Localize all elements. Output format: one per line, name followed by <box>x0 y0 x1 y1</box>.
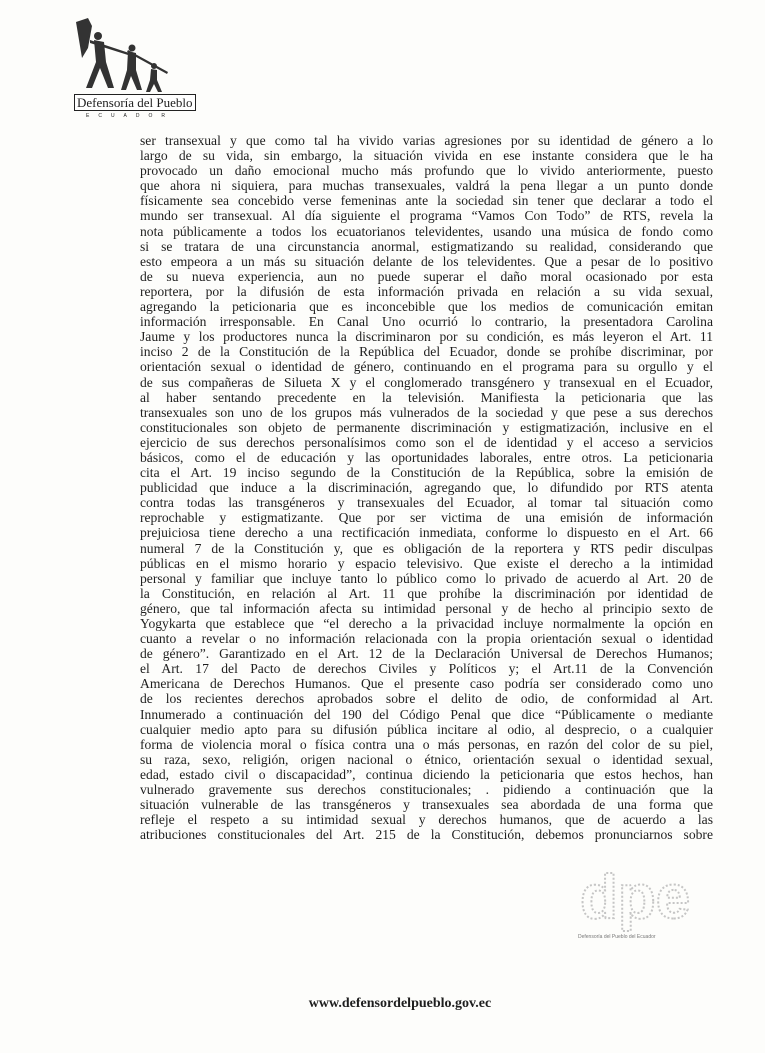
body-line: inciso 2 de la Constitución de la República del Ecuador, donde se prohíbe discriminar, por <box>140 344 713 360</box>
body-line: largo de su vida, sin embargo, la situación vivida en ese instante considera que le ha <box>140 148 713 164</box>
body-line: transexuales son uno de los grupos más vulnerados de la sociedad y que pese a sus derechos <box>140 404 713 420</box>
body-line: atribuciones constitucionales del Art. 215 de la Constitución, debemos pronunciarnos sobre <box>140 827 713 843</box>
body-line: si se tratara de una circunstancia anormal, estigmatizando su realidad, considerando que <box>140 238 713 254</box>
body-line: refleje el respeto a su intimidad sexual y derechos humanos, que de acuerdo a las <box>140 812 713 828</box>
logo-name: Defensoría del Pueblo <box>74 94 196 111</box>
body-line: de sus compañeras de Silueta X y el conglomerado transgénero y transexual en el Ecuador, <box>140 374 713 390</box>
footer-url[interactable]: www.defensordelpueblo.gov.ec <box>308 996 492 1011</box>
body-line: su raza, sexo, religión, origen nacional o étnico, orientación sexual o identidad sexual, <box>140 751 713 767</box>
body-line: numeral 7 de la Constitución y, que es obligación de la reportera y RTS pedir disculpas <box>140 540 713 556</box>
body-line: cuanto a revelar o no información relacionada con la propia orientación sexual o identidad <box>140 631 713 647</box>
body-line: de los recientes derechos aprobados sobre el delito de odio, de conformidad al Art. <box>140 691 713 707</box>
body-line: situación vulnerable de las transgéneros y transexuales sea abordada de una forma que <box>140 797 713 813</box>
stamp-caption: Defensoría del Pueblo del Ecuador <box>578 934 656 940</box>
body-line: físicamente sea concebido verse femeninas ante la sociedad sin tener que declarar a todo el <box>140 193 713 209</box>
body-line: la Constitución, en relación al Art. 11 que prohíbe la discriminación por identidad de <box>140 585 713 601</box>
body-line: ser transexual y que como tal ha vivido varias agresiones por su identidad de género a lo <box>140 133 713 148</box>
body-line: provocado un daño emocional mucho más profundo que lo vivido anteriormente, puesto <box>140 163 713 179</box>
body-line: vulnerado gravemente sus derechos constitucionales; . pidiendo a continuación que la <box>140 782 713 798</box>
dpe-stamp-icon <box>572 856 702 936</box>
body-line: públicas en el mismo horario y espacio televisivo. Que existe el derecho a la intimidad <box>140 555 713 571</box>
body-line: prejuiciosa tiene derecho a una rectificación inmediata, conforme lo dispuesto en el Art. 66 <box>140 525 713 541</box>
body-line: reprochable y estigmatizante. Que por ser victima de una emisión de información <box>140 510 713 526</box>
logo-country: ECUADOR <box>86 113 175 119</box>
body-line: información irresponsable. En Canal Uno ocurrió lo contrario, la presentadora Carolina <box>140 314 713 330</box>
body-line: edad, estado civil o discapacidad”, continua diciendo la peticionaria que estos hechos, han <box>140 766 713 782</box>
body-line: Americana de Derechos Humanos. Que el presente caso podría ser considerado como uno <box>140 676 713 692</box>
body-line: de género”. Garantizado en el Art. 12 de la Declaración Universal de Derechos Humanos; <box>140 646 713 662</box>
body-line: Jaume y los productores nunca la discriminaron por su condición, es más leyeron el Art. 11 <box>140 329 713 345</box>
body-line: nota públicamente a todos los ecuatorianos televidentes, usando una música de fondo como <box>140 223 713 239</box>
figures-icon <box>74 18 174 94</box>
body-line: mundo ser transexual. Al día siguiente el programa “Vamos Con Todo” de RTS, revela la <box>140 208 713 224</box>
body-line: contra todas las transgéneros y transexuales del Ecuador, al tomar tal situación como <box>140 495 713 511</box>
body-line: orientación sexual o identidad de género, continuando en el programa para su orgullo y el <box>140 359 713 375</box>
body-line: agregando la peticionaria que es inconcebible que los medios de comunicación emitan <box>140 299 713 315</box>
body-line: cualquier medio apto para su difusión pública incitare al odio, al desprecio, o a cualquier <box>140 721 713 737</box>
body-line: personal y familiar que incluye tanto lo público como lo privado de acuerdo al Art. 20 de <box>140 570 713 586</box>
body-line: Innumerado a continuación del 190 del Código Penal que dice “Públicamente o mediante <box>140 706 713 722</box>
body-line: el Art. 17 del Pacto de derechos Civiles y Políticos y; el Art.11 de la Convención <box>140 661 713 677</box>
document-body <box>140 133 713 842</box>
body-line: Yogykarta que establece que “el derecho a la privacidad incluye normalmente la opción en <box>140 616 713 631</box>
body-line: forma de violencia moral o física contra una o más personas, en razón del color de su piel, <box>140 736 713 752</box>
body-line: básicos, como el de educación y las oportunidades laborales, entre otros. La peticionaria <box>140 449 713 465</box>
body-line: publicidad que induce a la discriminación, agregando que, lo difundido por RTS atenta <box>140 480 713 496</box>
body-line: de su nueva experiencia, aun no puede superar el daño moral ocasionado por esta <box>140 268 713 284</box>
body-line: que ahora ni siquiera, para muchas transexuales, valdrá la pena llegar a un punto donde <box>140 178 713 194</box>
body-line: género, que tal información afecta su intimidad personal y de hecho al principio sexto de <box>140 600 713 616</box>
body-line: esto empeora a un más su situación delante de los televidentes. Que a pesar de lo positivo <box>140 253 713 269</box>
defensoria-logo <box>74 18 193 119</box>
body-line: cita el Art. 19 inciso segundo de la Constitución de la República, sobre la emisión de <box>140 465 713 481</box>
stamp-letters: dpe <box>580 863 691 932</box>
body-line: al haber sentando precedente en la televisión. Manifiesta la peticionaria que las <box>140 389 713 405</box>
body-line: reportera, por la difusión de esta información privada en relación a su vida sexual, <box>140 283 713 299</box>
body-line: ejercicio de sus derechos personalísimos como son el de identidad y el acceso a servicios <box>140 434 713 450</box>
body-line: constitucionales son objeto de permanente discriminación y estigmatización, inclusive en el <box>140 419 713 435</box>
